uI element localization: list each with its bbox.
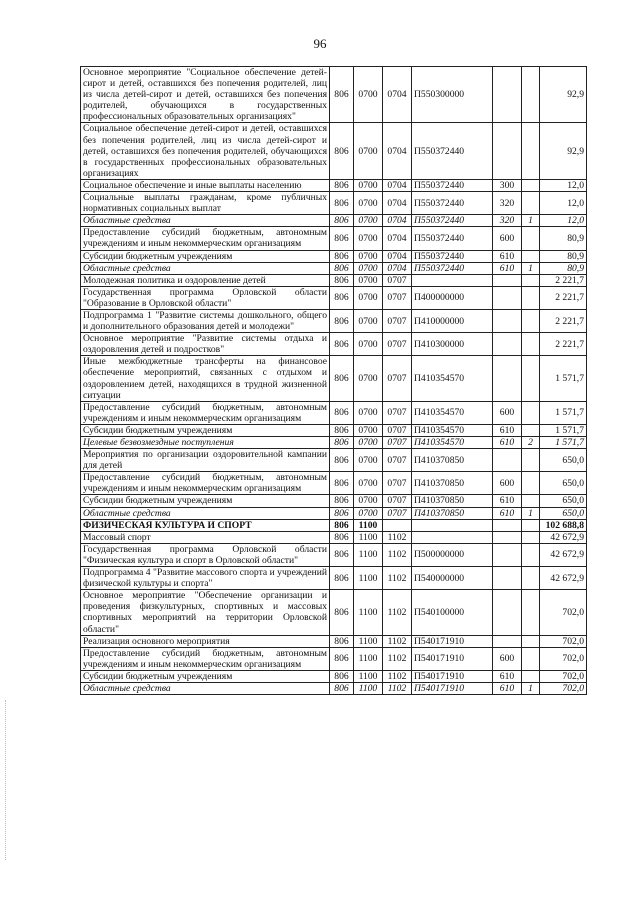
expense-type-code: 610 bbox=[493, 507, 522, 519]
target-article-code: П550372440 bbox=[412, 192, 493, 215]
target-article-code: П400000000 bbox=[412, 286, 493, 309]
section-code: 0700 bbox=[354, 495, 383, 507]
subsection-code bbox=[383, 519, 412, 531]
target-article-code: П410354570 bbox=[412, 424, 493, 436]
row-name: Субсидии бюджетным учреждениям bbox=[81, 670, 330, 682]
expense-type-code: 600 bbox=[493, 401, 522, 424]
expense-type-code: 610 bbox=[493, 262, 522, 274]
amount: 1 571,7 bbox=[540, 356, 587, 401]
subsection-code: 1102 bbox=[383, 682, 412, 694]
expense-type-code bbox=[493, 123, 522, 179]
expense-type-code bbox=[493, 286, 522, 309]
grbs-code: 806 bbox=[330, 543, 354, 566]
target-article-code: П410370850 bbox=[412, 449, 493, 472]
grbs-code: 806 bbox=[330, 507, 354, 519]
grbs-code: 806 bbox=[330, 123, 354, 179]
section-code: 0700 bbox=[354, 286, 383, 309]
subsection-code: 0707 bbox=[383, 286, 412, 309]
source-code bbox=[522, 543, 540, 566]
table-row bbox=[81, 495, 587, 507]
expense-type-code bbox=[493, 590, 522, 635]
expense-type-code bbox=[493, 309, 522, 332]
row-name: Субсидии бюджетным учреждениям bbox=[81, 495, 330, 507]
source-code: 1 bbox=[522, 215, 540, 227]
section-code: 1100 bbox=[354, 567, 383, 590]
grbs-code: 806 bbox=[330, 647, 354, 670]
section-code: 1100 bbox=[354, 519, 383, 531]
amount: 80,9 bbox=[540, 250, 587, 262]
source-code bbox=[522, 333, 540, 356]
target-article-code: П410300000 bbox=[412, 333, 493, 356]
expense-type-code bbox=[493, 543, 522, 566]
section-code: 0700 bbox=[354, 449, 383, 472]
grbs-code: 806 bbox=[330, 670, 354, 682]
row-name: Областные средства bbox=[81, 682, 330, 694]
amount: 650,0 bbox=[540, 472, 587, 495]
grbs-code: 806 bbox=[330, 449, 354, 472]
target-article-code: П410000000 bbox=[412, 309, 493, 332]
source-code bbox=[522, 495, 540, 507]
expense-type-code: 610 bbox=[493, 495, 522, 507]
target-article-code: П410370850 bbox=[412, 472, 493, 495]
table-row bbox=[81, 179, 587, 191]
row-name: Государственная программа Орловской области "Образование в Орловской области" bbox=[81, 286, 330, 309]
subsection-code: 0704 bbox=[383, 192, 412, 215]
subsection-code: 0707 bbox=[383, 449, 412, 472]
section-code: 0700 bbox=[354, 274, 383, 286]
table-row bbox=[81, 309, 587, 332]
target-article-code: П540171910 bbox=[412, 647, 493, 670]
subsection-code: 0704 bbox=[383, 123, 412, 179]
target-article-code: П500000000 bbox=[412, 543, 493, 566]
target-article-code: П550300000 bbox=[412, 67, 493, 123]
grbs-code: 806 bbox=[330, 531, 354, 543]
source-code: 1 bbox=[522, 682, 540, 694]
table-row bbox=[81, 215, 587, 227]
source-code bbox=[522, 635, 540, 647]
subsection-code: 1102 bbox=[383, 635, 412, 647]
target-article-code: П550372440 bbox=[412, 250, 493, 262]
grbs-code: 806 bbox=[330, 192, 354, 215]
section-code: 0700 bbox=[354, 507, 383, 519]
amount: 2 221,7 bbox=[540, 309, 587, 332]
source-code bbox=[522, 274, 540, 286]
amount: 92,9 bbox=[540, 123, 587, 179]
subsection-code: 0707 bbox=[383, 495, 412, 507]
subsection-code: 0707 bbox=[383, 472, 412, 495]
row-name: Основное мероприятие "Обеспечение организации и проведения физкультурных, спортивных и массовых спортивных мероприятий на территории Орловской области" bbox=[81, 590, 330, 635]
source-code bbox=[522, 670, 540, 682]
subsection-code: 0704 bbox=[383, 179, 412, 191]
subsection-code: 0704 bbox=[383, 227, 412, 250]
amount: 2 221,7 bbox=[540, 274, 587, 286]
section-code: 0700 bbox=[354, 192, 383, 215]
expense-type-code: 610 bbox=[493, 250, 522, 262]
subsection-code: 1102 bbox=[383, 590, 412, 635]
source-code bbox=[522, 250, 540, 262]
section-code: 0700 bbox=[354, 472, 383, 495]
expense-type-code bbox=[493, 567, 522, 590]
amount: 92,9 bbox=[540, 67, 587, 123]
row-name: Подпрограмма 1 "Развитие системы дошкольного, общего и дополнительного образования детей и молодежи" bbox=[81, 309, 330, 332]
subsection-code: 0704 bbox=[383, 262, 412, 274]
subsection-code: 0704 bbox=[383, 250, 412, 262]
grbs-code: 806 bbox=[330, 333, 354, 356]
target-article-code bbox=[412, 519, 493, 531]
target-article-code: П410354570 bbox=[412, 437, 493, 449]
grbs-code: 806 bbox=[330, 250, 354, 262]
row-name: Массовый спорт bbox=[81, 531, 330, 543]
amount: 12,0 bbox=[540, 215, 587, 227]
source-code bbox=[522, 449, 540, 472]
amount: 2 221,7 bbox=[540, 286, 587, 309]
section-code: 0700 bbox=[354, 250, 383, 262]
expense-type-code: 320 bbox=[493, 215, 522, 227]
target-article-code bbox=[412, 531, 493, 543]
row-name: Подпрограмма 4 "Развитие массового спорта и учреждений физической культуры и спорта" bbox=[81, 567, 330, 590]
subsection-code: 0707 bbox=[383, 333, 412, 356]
table-row bbox=[81, 333, 587, 356]
target-article-code: П540171910 bbox=[412, 670, 493, 682]
table-row bbox=[81, 507, 587, 519]
table-row bbox=[81, 192, 587, 215]
amount: 702,0 bbox=[540, 670, 587, 682]
source-code bbox=[522, 356, 540, 401]
grbs-code: 806 bbox=[330, 356, 354, 401]
grbs-code: 806 bbox=[330, 590, 354, 635]
amount: 12,0 bbox=[540, 179, 587, 191]
table-row bbox=[81, 424, 587, 436]
grbs-code: 806 bbox=[330, 309, 354, 332]
expense-type-code: 320 bbox=[493, 192, 522, 215]
row-name: Областные средства bbox=[81, 262, 330, 274]
section-code: 0700 bbox=[354, 227, 383, 250]
section-code: 0700 bbox=[354, 262, 383, 274]
grbs-code: 806 bbox=[330, 179, 354, 191]
subsection-code: 1102 bbox=[383, 543, 412, 566]
source-code bbox=[522, 179, 540, 191]
subsection-code: 0707 bbox=[383, 274, 412, 286]
row-name: Молодежная политика и оздоровление детей bbox=[81, 274, 330, 286]
target-article-code: П550372440 bbox=[412, 215, 493, 227]
source-code bbox=[522, 647, 540, 670]
target-article-code: П540171910 bbox=[412, 682, 493, 694]
amount: 702,0 bbox=[540, 647, 587, 670]
grbs-code: 806 bbox=[330, 682, 354, 694]
amount: 12,0 bbox=[540, 192, 587, 215]
row-name: Социальное обеспечение детей-сирот и детей, оставшихся без попечения родителей, лиц из числа детей-сирот и детей, оставшихся без попечения родителей, обучающихся в государственных профессиональных образовательных организациях bbox=[81, 123, 330, 179]
grbs-code: 806 bbox=[330, 635, 354, 647]
table-row bbox=[81, 567, 587, 590]
expense-type-code bbox=[493, 333, 522, 356]
target-article-code bbox=[412, 274, 493, 286]
source-code bbox=[522, 519, 540, 531]
section-code: 0700 bbox=[354, 437, 383, 449]
subsection-code: 0707 bbox=[383, 309, 412, 332]
source-code bbox=[522, 309, 540, 332]
table-row bbox=[81, 635, 587, 647]
row-name: Субсидии бюджетным учреждениям bbox=[81, 250, 330, 262]
section-code: 0700 bbox=[354, 424, 383, 436]
subsection-code: 0707 bbox=[383, 507, 412, 519]
expense-type-code: 600 bbox=[493, 472, 522, 495]
grbs-code: 806 bbox=[330, 401, 354, 424]
margin-scan-dots bbox=[5, 700, 8, 860]
expense-type-code: 600 bbox=[493, 647, 522, 670]
subsection-code: 0704 bbox=[383, 67, 412, 123]
target-article-code: П410370850 bbox=[412, 507, 493, 519]
section-code: 1100 bbox=[354, 647, 383, 670]
table-row bbox=[81, 262, 587, 274]
section-code: 0700 bbox=[354, 333, 383, 356]
amount: 42 672,9 bbox=[540, 543, 587, 566]
table-row bbox=[81, 543, 587, 566]
table-row bbox=[81, 274, 587, 286]
table-row bbox=[81, 286, 587, 309]
target-article-code: П550372440 bbox=[412, 179, 493, 191]
table-row bbox=[81, 647, 587, 670]
grbs-code: 806 bbox=[330, 424, 354, 436]
grbs-code: 806 bbox=[330, 215, 354, 227]
table-row bbox=[81, 123, 587, 179]
amount: 80,9 bbox=[540, 262, 587, 274]
table-row bbox=[81, 670, 587, 682]
budget-table bbox=[80, 66, 587, 695]
row-name: Социальное обеспечение и иные выплаты населению bbox=[81, 179, 330, 191]
amount: 702,0 bbox=[540, 635, 587, 647]
row-name: Государственная программа Орловской области "Физическая культура и спорт в Орловской области" bbox=[81, 543, 330, 566]
table-row bbox=[81, 401, 587, 424]
row-name: Областные средства bbox=[81, 507, 330, 519]
source-code bbox=[522, 123, 540, 179]
subsection-code: 1102 bbox=[383, 531, 412, 543]
amount: 650,0 bbox=[540, 449, 587, 472]
amount: 650,0 bbox=[540, 495, 587, 507]
section-code: 1100 bbox=[354, 635, 383, 647]
source-code bbox=[522, 286, 540, 309]
source-code bbox=[522, 567, 540, 590]
row-name: Основное мероприятие "Развитие системы отдыха и оздоровления детей и подростков" bbox=[81, 333, 330, 356]
row-name: Предоставление субсидий бюджетным, автономным учреждениям и иным некоммерческим организациям bbox=[81, 472, 330, 495]
section-code: 0700 bbox=[354, 356, 383, 401]
source-code: 1 bbox=[522, 507, 540, 519]
table-row bbox=[81, 227, 587, 250]
source-code: 1 bbox=[522, 262, 540, 274]
source-code bbox=[522, 424, 540, 436]
table-row bbox=[81, 682, 587, 694]
grbs-code: 806 bbox=[330, 262, 354, 274]
amount: 702,0 bbox=[540, 590, 587, 635]
table-row bbox=[81, 356, 587, 401]
table-row bbox=[81, 67, 587, 123]
row-name: ФИЗИЧЕСКАЯ КУЛЬТУРА И СПОРТ bbox=[81, 519, 330, 531]
source-code bbox=[522, 67, 540, 123]
target-article-code: П550372440 bbox=[412, 262, 493, 274]
expense-type-code: 600 bbox=[493, 227, 522, 250]
grbs-code: 806 bbox=[330, 519, 354, 531]
source-code bbox=[522, 590, 540, 635]
expense-type-code bbox=[493, 635, 522, 647]
expense-type-code: 300 bbox=[493, 179, 522, 191]
target-article-code: П540000000 bbox=[412, 567, 493, 590]
row-name: Предоставление субсидий бюджетным, автономным учреждениям и иным некоммерческим организациям bbox=[81, 227, 330, 250]
expense-type-code bbox=[493, 449, 522, 472]
amount: 1 571,7 bbox=[540, 424, 587, 436]
expense-type-code bbox=[493, 356, 522, 401]
table-row bbox=[81, 449, 587, 472]
table-row bbox=[81, 250, 587, 262]
grbs-code: 806 bbox=[330, 567, 354, 590]
table-row bbox=[81, 472, 587, 495]
row-name: Основное мероприятие "Социальное обеспечение детей-сирот и детей, оставшихся без попечения родителей, лиц из числа детей-сирот и детей, оставшихся без попечения родителей, обучающихся в государственных профессиональных образовательных организациях" bbox=[81, 67, 330, 123]
row-name: Предоставление субсидий бюджетным, автономным учреждениям и иным некоммерческим организациям bbox=[81, 401, 330, 424]
row-name: Целевые безвозмездные поступления bbox=[81, 437, 330, 449]
section-code: 1100 bbox=[354, 670, 383, 682]
section-code: 1100 bbox=[354, 543, 383, 566]
source-code bbox=[522, 192, 540, 215]
amount: 80,9 bbox=[540, 227, 587, 250]
amount: 102 688,8 bbox=[540, 519, 587, 531]
subsection-code: 0707 bbox=[383, 401, 412, 424]
section-code: 1100 bbox=[354, 682, 383, 694]
source-code bbox=[522, 472, 540, 495]
row-name: Социальные выплаты гражданам, кроме публичных нормативных социальных выплат bbox=[81, 192, 330, 215]
table-row bbox=[81, 531, 587, 543]
subsection-code: 1102 bbox=[383, 647, 412, 670]
table-row bbox=[81, 519, 587, 531]
grbs-code: 806 bbox=[330, 437, 354, 449]
grbs-code: 806 bbox=[330, 67, 354, 123]
source-code bbox=[522, 401, 540, 424]
subsection-code: 0707 bbox=[383, 424, 412, 436]
amount: 650,0 bbox=[540, 507, 587, 519]
source-code bbox=[522, 227, 540, 250]
source-code: 2 bbox=[522, 437, 540, 449]
section-code: 0700 bbox=[354, 215, 383, 227]
grbs-code: 806 bbox=[330, 472, 354, 495]
row-name: Мероприятия по организации оздоровительной кампании для детей bbox=[81, 449, 330, 472]
amount: 1 571,7 bbox=[540, 401, 587, 424]
expense-type-code bbox=[493, 67, 522, 123]
section-code: 0700 bbox=[354, 309, 383, 332]
subsection-code: 0704 bbox=[383, 215, 412, 227]
table-row bbox=[81, 437, 587, 449]
expense-type-code: 610 bbox=[493, 682, 522, 694]
subsection-code: 1102 bbox=[383, 567, 412, 590]
amount: 42 672,9 bbox=[540, 531, 587, 543]
expense-type-code: 610 bbox=[493, 424, 522, 436]
section-code: 1100 bbox=[354, 590, 383, 635]
page-number: 96 bbox=[313, 36, 327, 51]
expense-type-code bbox=[493, 531, 522, 543]
section-code: 0700 bbox=[354, 401, 383, 424]
expense-type-code bbox=[493, 274, 522, 286]
expense-type-code: 610 bbox=[493, 670, 522, 682]
target-article-code: П540171910 bbox=[412, 635, 493, 647]
row-name: Предоставление субсидий бюджетным, автономным учреждениям и иным некоммерческим организациям bbox=[81, 647, 330, 670]
grbs-code: 806 bbox=[330, 274, 354, 286]
target-article-code: П410370850 bbox=[412, 495, 493, 507]
subsection-code: 1102 bbox=[383, 670, 412, 682]
grbs-code: 806 bbox=[330, 227, 354, 250]
row-name: Субсидии бюджетным учреждениям bbox=[81, 424, 330, 436]
target-article-code: П410354570 bbox=[412, 356, 493, 401]
target-article-code: П550372440 bbox=[412, 123, 493, 179]
amount: 1 571,7 bbox=[540, 437, 587, 449]
target-article-code: П550372440 bbox=[412, 227, 493, 250]
subsection-code: 0707 bbox=[383, 356, 412, 401]
row-name: Реализация основного мероприятия bbox=[81, 635, 330, 647]
amount: 702,0 bbox=[540, 682, 587, 694]
amount: 42 672,9 bbox=[540, 567, 587, 590]
section-code: 1100 bbox=[354, 531, 383, 543]
source-code bbox=[522, 531, 540, 543]
section-code: 0700 bbox=[354, 67, 383, 123]
subsection-code: 0707 bbox=[383, 437, 412, 449]
grbs-code: 806 bbox=[330, 495, 354, 507]
amount: 2 221,7 bbox=[540, 333, 587, 356]
expense-type-code bbox=[493, 519, 522, 531]
section-code: 0700 bbox=[354, 123, 383, 179]
target-article-code: П410354570 bbox=[412, 401, 493, 424]
expense-type-code: 610 bbox=[493, 437, 522, 449]
target-article-code: П540100000 bbox=[412, 590, 493, 635]
section-code: 0700 bbox=[354, 179, 383, 191]
grbs-code: 806 bbox=[330, 286, 354, 309]
table-row bbox=[81, 590, 587, 635]
row-name: Иные межбюджетные трансферты на финансовое обеспечение мероприятий, связанных с отдыхом и оздоровлением детей, находящихся в трудной жизненной ситуации bbox=[81, 356, 330, 401]
row-name: Областные средства bbox=[81, 215, 330, 227]
